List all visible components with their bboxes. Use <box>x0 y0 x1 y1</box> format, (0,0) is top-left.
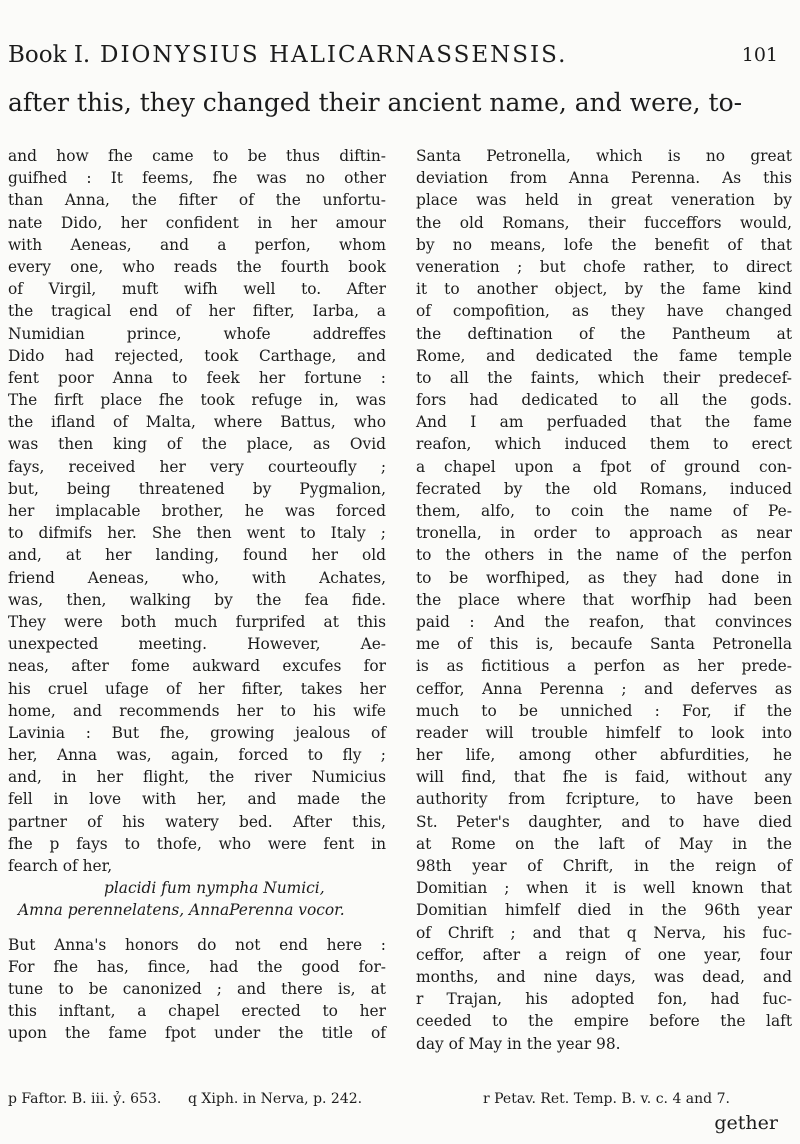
footnote-q: q Xiph. in Nerva, p. 242. <box>188 1091 363 1107</box>
text-line: Domitian himfelf died in the 96th year <box>416 901 792 920</box>
text-line: to the others in the name of the perfon <box>416 546 792 565</box>
footnote-p: p Faftor. B. iii. ỷ. 653. <box>8 1091 162 1107</box>
text-line: fell in love with her, and made the <box>8 790 386 809</box>
text-line: fhe p fays to thofe, who were fent in <box>8 834 386 853</box>
text-line: of Chrift ; and that q Nerva, his fuc- <box>416 923 792 942</box>
text-line: but, being threatened by Pygmalion, <box>8 479 386 498</box>
text-line: the tragical end of her fifter, Iarba, a <box>8 302 386 321</box>
text-line: and, at her landing, found her old <box>8 546 386 565</box>
text-line: paid : And the reafon, that convinces <box>416 612 792 631</box>
text-line: unexpected meeting. However, Ae- <box>8 635 386 654</box>
text-line: them, alfo, to coin the name of Pe- <box>416 502 792 520</box>
text-line: Numidian prince, whofe addreffes <box>8 324 386 343</box>
text-line: to difmifs her. She then went to Italy ; <box>8 524 386 543</box>
text-line: of Virgil, muft wifh well to. After <box>8 280 386 299</box>
text-line: of compofition, as they have changed <box>416 302 792 321</box>
text-line: me of this is, becaufe Santa Petronella <box>416 635 792 654</box>
text-line: will find, that fhe is faid, without any <box>416 768 792 787</box>
text-line: and how fhe came to be thus diftin- <box>8 147 386 165</box>
text-line: upon the fame fpot under the title of <box>8 1024 386 1043</box>
text-line: nate Dido, her confident in her amour <box>8 213 386 232</box>
text-line: Rome, and dedicated the fame temple <box>416 346 792 365</box>
text-line: authority from fcripture, to have been <box>416 790 792 809</box>
text-line: r Trajan, his adopted fon, had fuc- <box>416 990 792 1009</box>
text-line: guifhed : It feems, fhe was no other <box>8 169 386 188</box>
running-title: DIONYSIUS HALICARNASSENSIS. <box>100 42 568 68</box>
text-line: And I am perfuaded that the fame <box>416 413 792 432</box>
text-line: St. Peter's daughter, and to have died <box>416 812 792 831</box>
text-line: her implacable brother, he was forced <box>8 502 386 520</box>
text-line: ceeded to the empire before the laft <box>416 1012 792 1031</box>
text-line: Lavinia : But fhe, growing jealous of <box>8 723 386 742</box>
text-line: deviation from Anna Perenna. As this <box>416 169 792 188</box>
running-header <box>8 42 788 74</box>
text-line: veneration ; but chofe rather, to direct <box>416 257 792 276</box>
text-line: the deftination of the Pantheum at <box>416 324 792 343</box>
text-line: much to be unniched : For, if the <box>416 701 792 720</box>
text-line: The firft place fhe took refuge in, was <box>8 391 386 410</box>
paragraph-gap <box>8 922 386 934</box>
text-line: this inftant, a chapel erected to her <box>8 1002 386 1021</box>
text-line: the ifland of Malta, where Battus, who <box>8 413 386 432</box>
text-line: partner of his watery bed. After this, <box>8 812 386 831</box>
text-line: Domitian ; when it is well known that <box>416 879 792 898</box>
text-line: every one, who reads the fourth book <box>8 257 386 276</box>
text-line: at Rome on the laft of May in the <box>416 834 792 853</box>
text-line: reafon, which induced them to erect <box>416 435 792 454</box>
text-line: was then king of the place, as Ovid <box>8 435 386 454</box>
text-line: months, and nine days, was dead, and <box>416 967 792 986</box>
verse-line: placidi fum nympha Numici, <box>104 879 325 898</box>
text-line: fent poor Anna to feek her fortune : <box>8 368 386 387</box>
text-line: with Aeneas, and a perfon, whom <box>8 235 386 254</box>
text-line: fors had dedicated to all the gods. <box>416 391 792 410</box>
text-line: was, then, walking by the fea fide. <box>8 590 386 609</box>
text-line: friend Aeneas, who, with Achates, <box>8 568 386 587</box>
text-line: day of May in the year 98. <box>416 1034 621 1053</box>
text-line: They were both much furprifed at this <box>8 612 386 631</box>
text-line: Dido had rejected, took Carthage, and <box>8 346 386 365</box>
left-column <box>8 145 386 1045</box>
text-line: than Anna, the fifter of the unfortu- <box>8 191 386 210</box>
text-line: his cruel ufage of her fifter, takes her <box>8 679 386 698</box>
text-line: a chapel upon a fpot of ground con- <box>416 457 792 476</box>
right-column <box>416 145 792 1055</box>
text-line: ceffor, after a reign of one year, four <box>416 945 792 964</box>
text-line: tronella, in order to approach as near <box>416 524 792 543</box>
text-line: is as fictitious a perfon as her prede- <box>416 657 792 676</box>
text-line: her, Anna was, again, forced to fly ; <box>8 746 386 765</box>
text-line: by no means, lofe the benefit of that <box>416 235 792 254</box>
text-line: place was held in great veneration by <box>416 191 792 210</box>
text-line: Santa Petronella, which is no great <box>416 147 792 165</box>
text-line: 98th year of Chrift, in the reign of <box>416 857 792 875</box>
text-line: reader will trouble himfelf to look into <box>416 723 792 742</box>
verse-line: Amna perennelatens, AnnaPerenna vocor. <box>18 901 345 920</box>
book-label: Book I. <box>8 42 91 68</box>
text-line: it to another object, by the fame kind <box>416 280 792 299</box>
catchword: gether <box>714 1112 778 1134</box>
footnote-r: r Petav. Ret. Temp. B. v. c. 4 and 7. <box>483 1091 730 1107</box>
text-line: to all the faints, which their predecef- <box>416 368 792 387</box>
text-line: her life, among other abfurdities, he <box>416 746 792 765</box>
text-line: ceffor, Anna Perenna ; and deferves as <box>416 679 792 698</box>
text-line: and, in her flight, the river Numicius <box>8 768 386 787</box>
page-number: 101 <box>741 44 778 66</box>
text-line: neas, after fome aukward excufes for <box>8 657 386 676</box>
text-line: home, and recommends her to his wife <box>8 701 386 720</box>
text-line: to be worfhiped, as they had done in <box>416 568 792 587</box>
text-line: tune to be canonized ; and there is, at <box>8 979 386 998</box>
continuation-line: after this, they changed their ancient name, and were, to- <box>8 88 743 117</box>
text-line: the place where that worfhip had been <box>416 590 792 609</box>
text-line: the old Romans, their fucceffors would, <box>416 213 792 232</box>
text-line: For fhe has, fince, had the good for- <box>8 957 386 976</box>
text-line: fays, received her very courteoufly ; <box>8 457 386 476</box>
text-line: But Anna's honors do not end here : <box>8 935 386 954</box>
text-line: fearch of her, <box>8 857 113 875</box>
text-line: fecrated by the old Romans, induced <box>416 479 792 498</box>
